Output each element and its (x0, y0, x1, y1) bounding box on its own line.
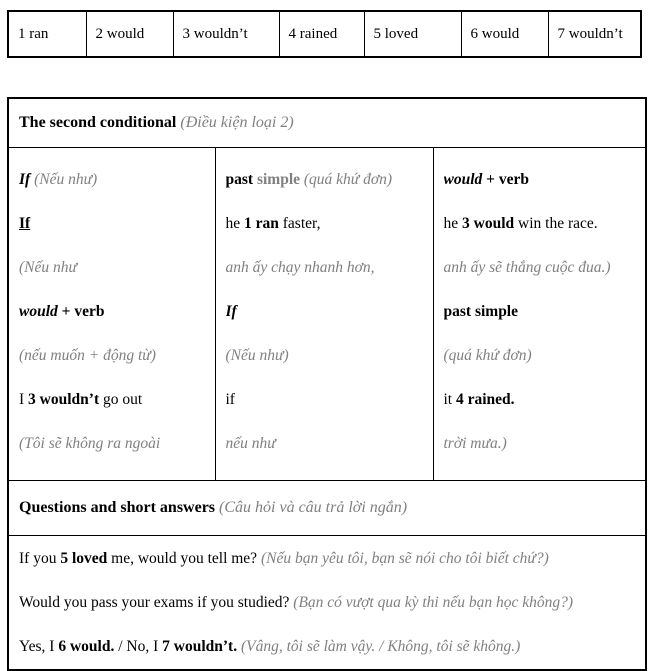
table-title: The second conditional (Điều kiện loại 2) (8, 98, 646, 148)
grid-paragraph: he 1 ran faster, (225, 215, 321, 232)
answer-cell-1: 1 ran (8, 11, 86, 57)
conditional-grid-row (8, 148, 646, 481)
grid-paragraph: (quá khứ đơn) (443, 347, 532, 364)
questions-answers-cell (8, 536, 646, 671)
grid-paragraph: past simple (443, 303, 518, 320)
grid-paragraph: If (225, 303, 237, 320)
grid-column-would-verb (433, 148, 646, 481)
grid-paragraph: (Nếu như (19, 259, 77, 276)
grid-column-past-simple (215, 148, 433, 481)
answer-cell-5: 5 loved (364, 11, 461, 57)
answer-cell-7: 7 wouldn’t (548, 11, 641, 57)
grid-paragraph: (Nếu như) (225, 347, 289, 364)
grid-paragraph: past simple (quá khứ đơn) (225, 171, 393, 188)
grid-paragraph: (Tôi sẽ không ra ngoài (19, 435, 161, 452)
grid-paragraph: if (225, 391, 235, 408)
answer-cell-4: 4 rained (279, 11, 364, 57)
grid-paragraph: If (19, 215, 31, 232)
answer-key-table (7, 10, 642, 58)
grid-paragraph: anh ấy sẽ thắng cuộc đua.) (443, 259, 611, 276)
grid-paragraph: trời mưa.) (443, 435, 507, 452)
grid-paragraph: anh ấy chạy nhanh hơn, (225, 259, 375, 276)
answer-cell-3: 3 wouldn’t (173, 11, 279, 57)
grid-column-if-clause (8, 148, 215, 481)
qa-line: Yes, I 6 would. / No, I 7 wouldn’t. (Vâng, tôi sẽ làm vậy. / Không, tôi sẽ không.) (19, 638, 521, 655)
answer-key-row (8, 11, 641, 57)
grammar-table (7, 97, 647, 671)
grid-paragraph: nếu như (225, 435, 276, 452)
grid-paragraph: would + verb (19, 303, 105, 320)
grid-paragraph: (nếu muốn + động từ) (19, 347, 156, 364)
questions-header: Questions and short answers (Câu hỏi và câu trả lời ngắn) (8, 481, 646, 536)
answer-cell-6: 6 would (461, 11, 548, 57)
grid-paragraph: If (Nếu như) (19, 171, 98, 188)
qa-line: If you 5 loved me, would you tell me? (Nếu bạn yêu tôi, bạn sẽ nói cho tôi biết chứ?) (19, 550, 549, 567)
questions-answers-row (8, 536, 646, 671)
grid-paragraph: I 3 wouldn’t go out (19, 391, 143, 408)
answer-cell-2: 2 would (86, 11, 173, 57)
table-title-row (8, 98, 646, 148)
grid-paragraph: would + verb (443, 171, 529, 188)
qa-line: Would you pass your exams if you studied? (Bạn có vượt qua kỳ thi nếu bạn học không?) (19, 594, 574, 611)
grid-paragraph: he 3 would win the race. (443, 215, 598, 232)
questions-header-row (8, 481, 646, 536)
grid-paragraph: it 4 rained. (443, 391, 515, 408)
